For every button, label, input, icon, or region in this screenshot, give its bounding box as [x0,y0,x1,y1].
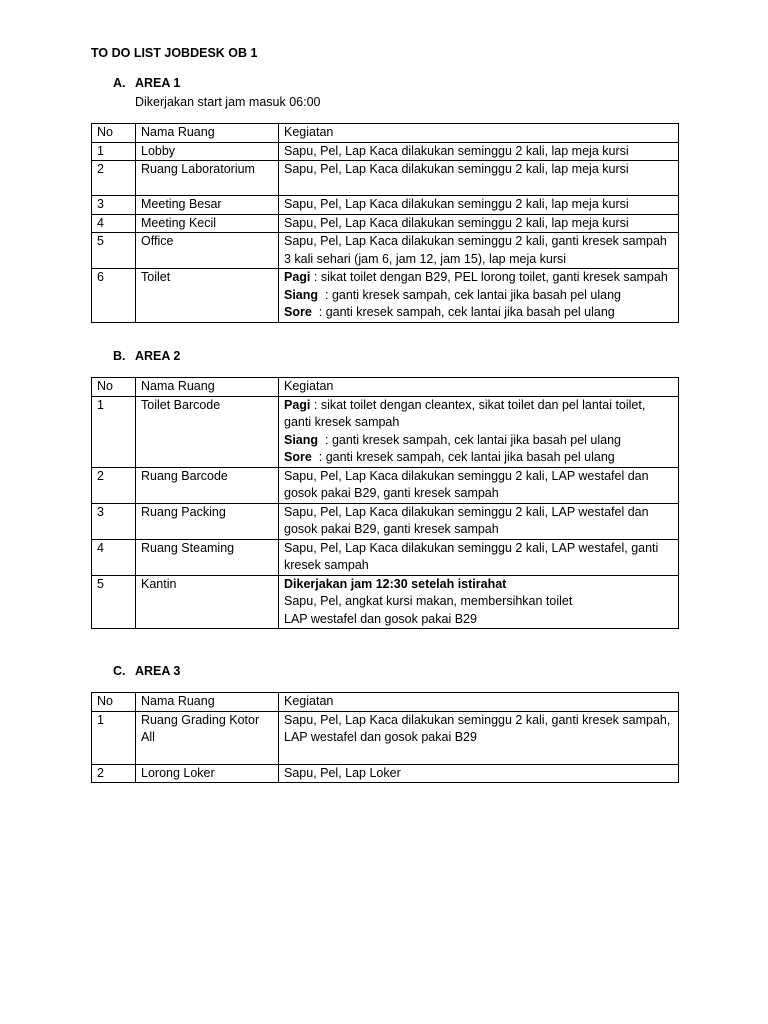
header-room: Nama Ruang [136,378,279,397]
header-room: Nama Ruang [136,693,279,712]
row-no: 3 [92,503,136,539]
row-room: Office [136,233,279,269]
table-header-row [92,124,679,143]
pagi-label: Pagi [284,397,311,412]
row-room: Ruang Grading Kotor All [136,711,279,764]
area1-table [91,123,679,323]
task-line-siang [284,287,673,305]
row-no: 4 [92,539,136,575]
area3-table [91,692,679,783]
row-task: Sapu, Pel, Lap Kaca dilakukan seminggu 2 kali, ganti kresek sampah, LAP westafel dan gosok pakai B29 [279,711,679,764]
header-no: No [92,693,136,712]
area1-title: AREA 1 [135,76,181,90]
table-row [92,161,679,196]
row-task: Sapu, Pel, Lap Kaca dilakukan seminggu 2 kali, LAP westafel dan gosok pakai B29, ganti kresek sampah [279,503,679,539]
header-task: Kegiatan [279,378,679,397]
area2-letter: B. [113,349,126,363]
area3-heading [113,664,180,678]
table-header-row [92,693,679,712]
task-line: Sapu, Pel, angkat kursi makan, membersihkan toilet [284,594,573,608]
row-room: Toilet Barcode [136,396,279,467]
row-task: Sapu, Pel, Lap Kaca dilakukan seminggu 2 kali, ganti kresek sampah 3 kali sehari (jam 6, jam 12, jam 15), lap meja kursi [279,233,679,269]
table-header-row [92,378,679,397]
task-line-sore [284,304,673,322]
row-task: Sapu, Pel, Lap Loker [279,764,679,783]
row-task [279,396,679,467]
table-row [92,575,679,629]
row-room: Ruang Barcode [136,467,279,503]
task-line-sore [284,449,673,467]
row-room: Ruang Laboratorium [136,161,279,196]
row-no: 2 [92,467,136,503]
siang-label: Siang [284,287,319,302]
area1-heading [113,76,180,90]
header-no: No [92,124,136,143]
row-room: Meeting Kecil [136,214,279,233]
task-line-bold [284,576,673,594]
sore-label: Sore [284,450,312,464]
siang-text: : ganti kresek sampah, cek lantai jika basah pel ulang [318,432,622,447]
task-line-pagi [284,269,673,287]
row-room: Toilet [136,269,279,323]
table-row [92,711,679,764]
table-row [92,196,679,215]
row-room: Lobby [136,142,279,161]
row-room: Kantin [136,575,279,629]
row-no: 1 [92,396,136,467]
row-no: 5 [92,233,136,269]
pagi-text: : sikat toilet dengan cleantex, sikat toilet dan pel lantai toilet, ganti kresek sampah [284,397,646,429]
area3-title: AREA 3 [135,664,181,678]
row-task: Sapu, Pel, Lap Kaca dilakukan seminggu 2 kali, lap meja kursi [279,214,679,233]
siang-text: : ganti kresek sampah, cek lantai jika basah pel ulang [318,287,622,302]
row-room: Ruang Packing [136,503,279,539]
document-title: TO DO LIST JOBDESK OB 1 [91,46,258,60]
row-task: Sapu, Pel, Lap Kaca dilakukan seminggu 2 kali, lap meja kursi [279,142,679,161]
row-no: 1 [92,142,136,161]
row-no: 2 [92,161,136,196]
sore-label: Sore [284,305,312,319]
task-line-pagi [284,397,673,432]
area2-title: AREA 2 [135,349,181,363]
header-no: No [92,378,136,397]
row-no: 2 [92,764,136,783]
table-row [92,396,679,467]
table-row [92,214,679,233]
row-task [279,575,679,629]
header-task: Kegiatan [279,124,679,143]
table-row [92,142,679,161]
kantin-schedule: Dikerjakan jam 12:30 setelah istirahat [284,576,507,591]
area1-note: Dikerjakan start jam masuk 06:00 [135,95,321,109]
row-no: 4 [92,214,136,233]
row-room: Ruang Steaming [136,539,279,575]
table-row [92,467,679,503]
row-no: 5 [92,575,136,629]
row-task: Sapu, Pel, Lap Kaca dilakukan seminggu 2 kali, LAP westafel, ganti kresek sampah [279,539,679,575]
row-room: Meeting Besar [136,196,279,215]
row-room: Lorong Loker [136,764,279,783]
area1-letter: A. [113,76,126,90]
header-task: Kegiatan [279,693,679,712]
row-task: Sapu, Pel, Lap Kaca dilakukan seminggu 2 kali, LAP westafel dan gosok pakai B29, ganti kresek sampah [279,467,679,503]
header-room: Nama Ruang [136,124,279,143]
row-task: Sapu, Pel, Lap Kaca dilakukan seminggu 2 kali, lap meja kursi [279,196,679,215]
row-task: Sapu, Pel, Lap Kaca dilakukan seminggu 2 kali, lap meja kursi [279,161,679,196]
row-task [279,269,679,323]
sore-text: : ganti kresek sampah, cek lantai jika basah pel ulang [311,450,615,464]
task-line-siang [284,432,673,450]
table-row [92,764,679,783]
row-no: 6 [92,269,136,323]
area2-table [91,377,679,629]
pagi-text: : sikat toilet dengan B29, PEL lorong toilet, ganti kresek sampah [310,270,668,284]
sore-text: : ganti kresek sampah, cek lantai jika basah pel ulang [311,305,615,319]
pagi-label: Pagi [284,270,311,284]
row-no: 3 [92,196,136,215]
task-line: LAP westafel dan gosok pakai B29 [284,611,477,626]
area2-heading [113,349,180,363]
table-row [92,233,679,269]
row-no: 1 [92,711,136,764]
siang-label: Siang [284,432,319,447]
area3-letter: C. [113,664,126,678]
table-row [92,503,679,539]
table-row [92,269,679,323]
table-row [92,539,679,575]
